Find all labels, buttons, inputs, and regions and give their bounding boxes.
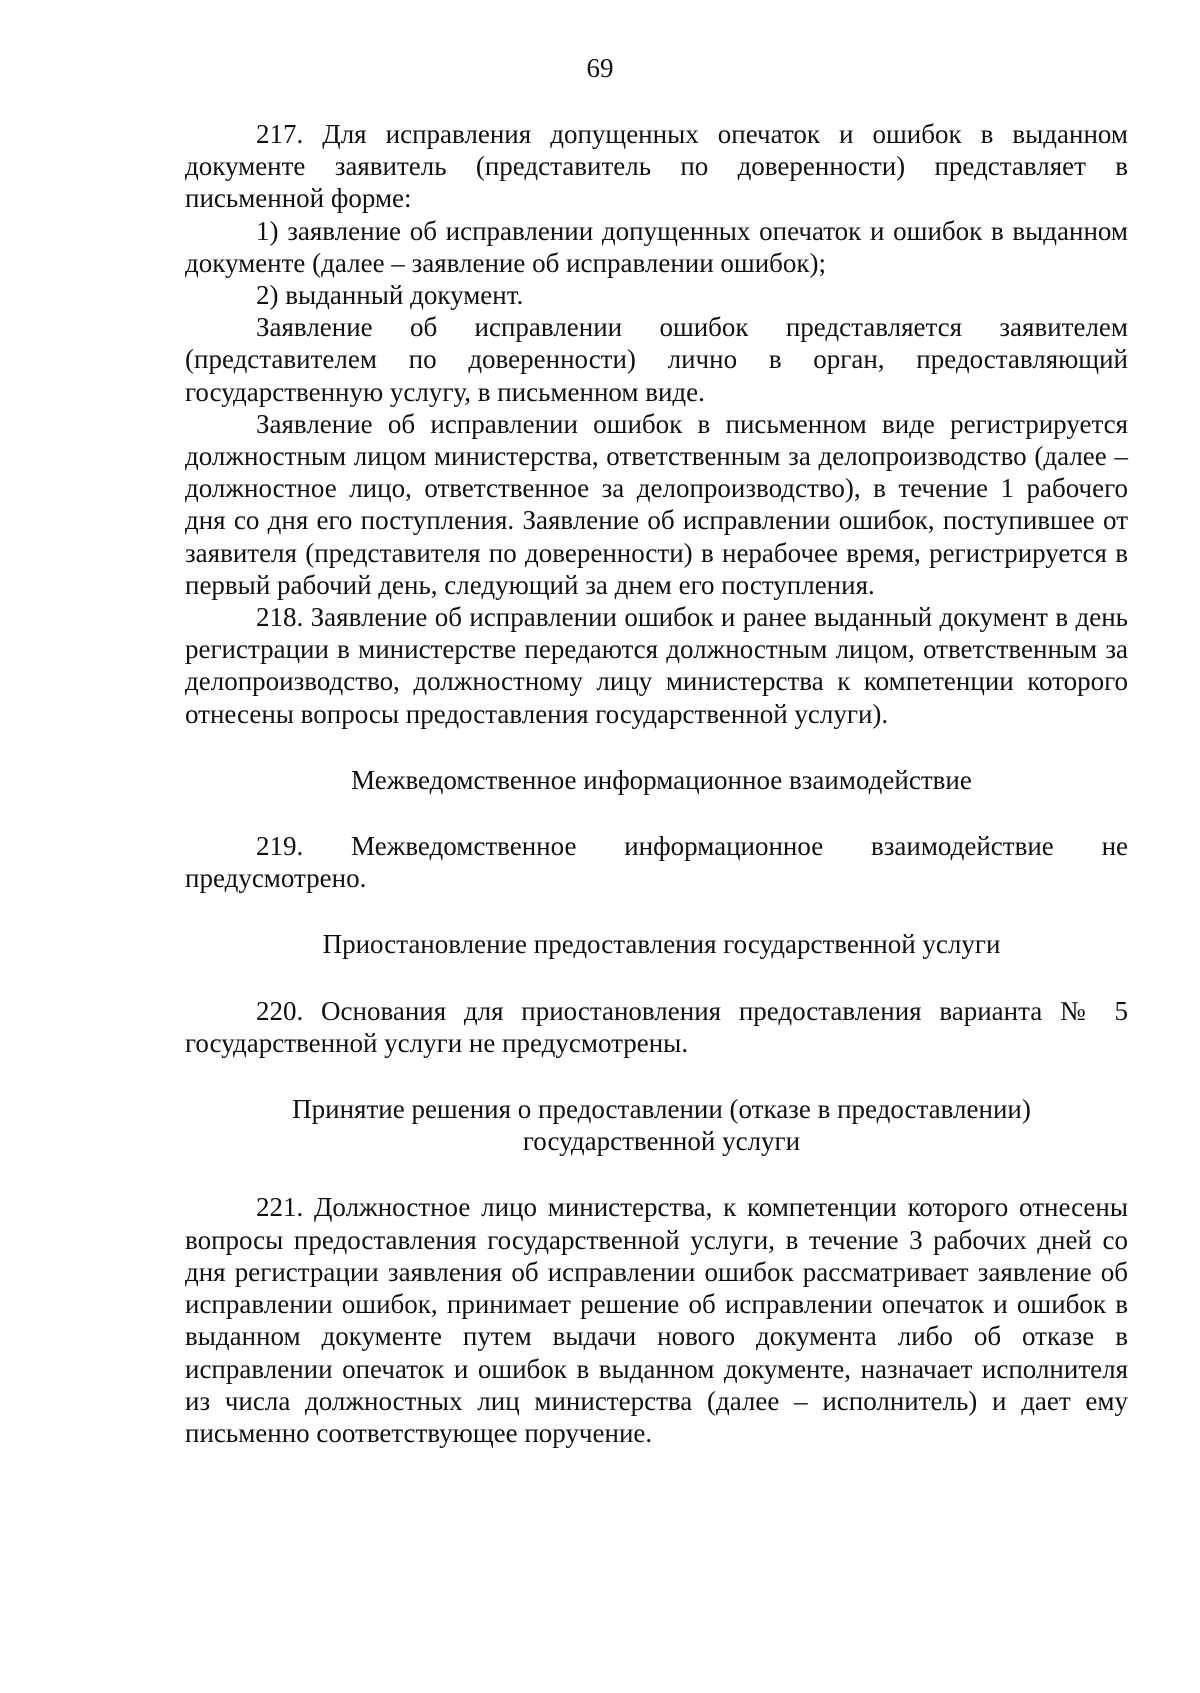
paragraph-220: 220. Основания для приостановления предоставления варианта № 5 государственной услуги не предусмотрены. [185,995,1128,1058]
section-heading-decision [185,1093,1128,1157]
paragraph-217-registration: Заявление об исправлении ошибок в письменном виде регистрируется должностным лицом министерства, ответственным за делопроизводство (далее – должностное лицо, ответственное за делопроизводство), в течение 1 рабочего дня со дня его поступления. Заявление об исправлении ошибок, поступившее от заявителя (представителя по доверенности) в нерабочее время, регистрируется в первый рабочий день, следующий за днем его поступления. [185,408,1128,600]
section-heading-decision-line-1: Принятие решения о предоставлении (отказе в предоставлении) [292,1094,1031,1125]
paragraph-218: 218. Заявление об исправлении ошибок и ранее выданный документ в день регистрации в министерстве передаются должностным лицом, ответственным за делопроизводство, должностному лицу министерства к компетенции которого отнесены вопросы предоставления государственной услуги). [185,602,1128,729]
section-heading-suspension: Приостановление предоставления государственной услуги [322,929,1001,960]
paragraph-219: 219. Межведомственное информационное взаимодействие не предусмотрено. [185,831,1128,894]
section-heading-interagency: Межведомственное информационное взаимодействие [351,764,972,795]
page-number: 69 [586,53,614,83]
paragraph-217-item-2: 2) выданный документ. [256,280,524,311]
paragraph-217-item-1: 1) заявление об исправлении допущенных опечаток и ошибок в выданном документе (далее – заявление об исправлении ошибок); [185,215,1128,278]
paragraph-221: 221. Должностное лицо министерства, к компетенции которого отнесены вопросы предоставления государственной услуги, в течение 3 рабочих дней со дня регистрации заявления об исправлении ошибок рассматривает заявление об исправлении ошибок, принимает решение об исправлении опечаток и ошибок в выданном документе путем выдачи нового документа либо об отказе в исправлении опечаток и ошибок в выданном документе, назначает исполнителя из числа должностных лиц министерства (далее – исполнитель) и дает ему письменно соответствующее поручение. [185,1192,1128,1448]
document-body [185,118,1128,1449]
paragraph-217: 217. Для исправления допущенных опечаток и ошибок в выданном документе заявитель (представитель по доверенности) представляет в письменной форме: [185,119,1128,214]
section-heading-decision-line-2: государственной услуги [522,1126,801,1157]
paragraph-217-submission: Заявление об исправлении ошибок представляется заявителем (представителем по доверенности) лично в орган, предоставляющий государственную услугу, в письменном виде. [185,312,1128,407]
